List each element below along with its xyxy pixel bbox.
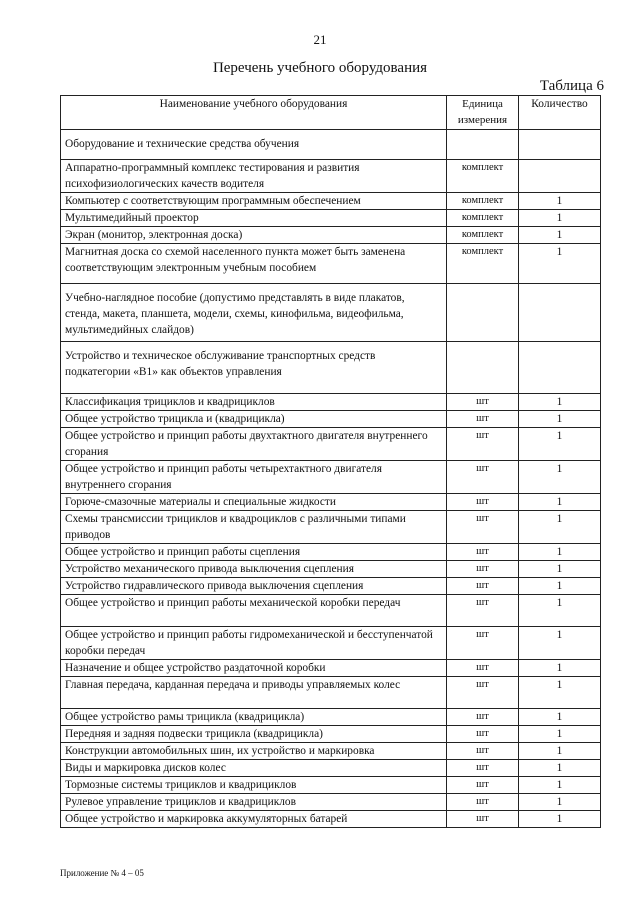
header-unit: Единица измерения bbox=[447, 96, 519, 130]
cell-name: Назначение и общее устройство раздаточной коробки bbox=[61, 660, 447, 677]
footer-note: Приложение № 4 – 05 bbox=[60, 868, 144, 878]
cell-qty: 1 bbox=[519, 726, 601, 743]
cell-qty bbox=[519, 130, 601, 160]
cell-qty: 1 bbox=[519, 428, 601, 461]
cell-qty: 1 bbox=[519, 709, 601, 726]
table-row bbox=[61, 227, 601, 244]
table-row bbox=[61, 595, 601, 627]
cell-name: Устройство гидравлического привода выключения сцепления bbox=[61, 578, 447, 595]
equipment-table bbox=[60, 95, 601, 828]
cell-unit: шт bbox=[447, 494, 519, 511]
cell-unit: комплект bbox=[447, 210, 519, 227]
cell-qty: 1 bbox=[519, 561, 601, 578]
section-row bbox=[61, 130, 601, 160]
cell-name: Общее устройство и маркировка аккумуляторных батарей bbox=[61, 811, 447, 828]
cell-qty: 1 bbox=[519, 811, 601, 828]
cell-qty: 1 bbox=[519, 244, 601, 284]
cell-unit: комплект bbox=[447, 193, 519, 210]
cell-name: Устройство механического привода выключения сцепления bbox=[61, 561, 447, 578]
cell-unit bbox=[447, 130, 519, 160]
cell-name: Устройство и техническое обслуживание транспортных средств подкатегории «В1» как объектов управления bbox=[61, 342, 447, 394]
cell-qty: 1 bbox=[519, 578, 601, 595]
table-row bbox=[61, 411, 601, 428]
table-row bbox=[61, 511, 601, 544]
cell-qty: 1 bbox=[519, 494, 601, 511]
cell-unit: шт bbox=[447, 411, 519, 428]
cell-name: Классификация трициклов и квадрициклов bbox=[61, 394, 447, 411]
section-row bbox=[61, 284, 601, 342]
cell-qty: 1 bbox=[519, 193, 601, 210]
header-name: Наименование учебного оборудования bbox=[61, 96, 447, 130]
cell-qty: 1 bbox=[519, 760, 601, 777]
cell-unit: шт bbox=[447, 561, 519, 578]
table-row bbox=[61, 210, 601, 227]
table-row bbox=[61, 811, 601, 828]
cell-qty: 1 bbox=[519, 394, 601, 411]
cell-name: Общее устройство и принцип работы гидромеханической и бесступенчатой коробки передач bbox=[61, 627, 447, 660]
table-row bbox=[61, 561, 601, 578]
cell-name: Оборудование и технические средства обучения bbox=[61, 130, 447, 160]
cell-unit: комплект bbox=[447, 160, 519, 193]
cell-name: Главная передача, карданная передача и приводы управляемых колес bbox=[61, 677, 447, 709]
table-row bbox=[61, 244, 601, 284]
cell-qty bbox=[519, 342, 601, 394]
cell-name: Аппаратно-программный комплекс тестирования и развития психофизиологических качеств водителя bbox=[61, 160, 447, 193]
table-row bbox=[61, 494, 601, 511]
cell-name: Общее устройство и принцип работы механической коробки передач bbox=[61, 595, 447, 627]
cell-unit: шт bbox=[447, 394, 519, 411]
table-row bbox=[61, 677, 601, 709]
table-caption: Таблица 6 bbox=[539, 78, 604, 94]
page-number: 21 bbox=[313, 32, 327, 47]
cell-unit: комплект bbox=[447, 227, 519, 244]
table-row bbox=[61, 461, 601, 494]
cell-unit bbox=[447, 284, 519, 342]
cell-qty: 1 bbox=[519, 794, 601, 811]
cell-qty: 1 bbox=[519, 777, 601, 794]
cell-name: Тормозные системы трициклов и квадрициклов bbox=[61, 777, 447, 794]
cell-qty bbox=[519, 160, 601, 193]
cell-name: Схемы трансмиссии трициклов и квадроциклов с различными типами приводов bbox=[61, 511, 447, 544]
cell-qty: 1 bbox=[519, 627, 601, 660]
cell-name: Общее устройство и принцип работы двухтактного двигателя внутреннего сгорания bbox=[61, 428, 447, 461]
cell-unit: шт bbox=[447, 461, 519, 494]
cell-unit: шт bbox=[447, 743, 519, 760]
cell-unit: шт bbox=[447, 677, 519, 709]
table-row bbox=[61, 544, 601, 561]
document-title: Перечень учебного оборудования bbox=[212, 60, 428, 76]
cell-unit: шт bbox=[447, 709, 519, 726]
cell-unit: шт bbox=[447, 726, 519, 743]
cell-name: Общее устройство трицикла и (квадрицикла) bbox=[61, 411, 447, 428]
table-body bbox=[61, 130, 601, 828]
table-row bbox=[61, 627, 601, 660]
table-row bbox=[61, 743, 601, 760]
table-row bbox=[61, 428, 601, 461]
cell-unit: комплект bbox=[447, 244, 519, 284]
header-qty: Количество bbox=[519, 96, 601, 130]
cell-unit: шт bbox=[447, 428, 519, 461]
table-row bbox=[61, 760, 601, 777]
cell-qty: 1 bbox=[519, 461, 601, 494]
cell-unit: шт bbox=[447, 760, 519, 777]
cell-unit: шт bbox=[447, 811, 519, 828]
cell-name: Конструкции автомобильных шин, их устройство и маркировка bbox=[61, 743, 447, 760]
cell-qty: 1 bbox=[519, 227, 601, 244]
cell-name: Компьютер с соответствующим программным обеспечением bbox=[61, 193, 447, 210]
cell-name: Мультимедийный проектор bbox=[61, 210, 447, 227]
table-row bbox=[61, 394, 601, 411]
cell-qty: 1 bbox=[519, 595, 601, 627]
cell-unit: шт bbox=[447, 627, 519, 660]
cell-qty bbox=[519, 284, 601, 342]
cell-name: Учебно-наглядное пособие (допустимо представлять в виде плакатов, стенда, макета, планшета, модели, схемы, кинофильма, видеофильма, мультимедийных слайдов) bbox=[61, 284, 447, 342]
table-row bbox=[61, 193, 601, 210]
table-row bbox=[61, 709, 601, 726]
cell-name: Магнитная доска со схемой населенного пункта может быть заменена соответствующим электронным учебным пособием bbox=[61, 244, 447, 284]
table-row bbox=[61, 578, 601, 595]
cell-name: Общее устройство и принцип работы четырехтактного двигателя внутреннего сгорания bbox=[61, 461, 447, 494]
table-row bbox=[61, 726, 601, 743]
table-row bbox=[61, 794, 601, 811]
cell-name: Передняя и задняя подвески трицикла (квадрицикла) bbox=[61, 726, 447, 743]
cell-unit bbox=[447, 342, 519, 394]
cell-name: Виды и маркировка дисков колес bbox=[61, 760, 447, 777]
cell-unit: шт bbox=[447, 511, 519, 544]
cell-unit: шт bbox=[447, 595, 519, 627]
table-row bbox=[61, 160, 601, 193]
cell-unit: шт bbox=[447, 544, 519, 561]
cell-unit: шт bbox=[447, 777, 519, 794]
cell-name: Горюче-смазочные материалы и специальные жидкости bbox=[61, 494, 447, 511]
cell-qty: 1 bbox=[519, 544, 601, 561]
table-row bbox=[61, 660, 601, 677]
cell-unit: шт bbox=[447, 794, 519, 811]
cell-qty: 1 bbox=[519, 660, 601, 677]
cell-name: Экран (монитор, электронная доска) bbox=[61, 227, 447, 244]
cell-name: Рулевое управление трициклов и квадрициклов bbox=[61, 794, 447, 811]
cell-qty: 1 bbox=[519, 743, 601, 760]
cell-name: Общее устройство и принцип работы сцепления bbox=[61, 544, 447, 561]
cell-name: Общее устройство рамы трицикла (квадрицикла) bbox=[61, 709, 447, 726]
cell-unit: шт bbox=[447, 660, 519, 677]
cell-qty: 1 bbox=[519, 411, 601, 428]
table-row bbox=[61, 777, 601, 794]
section-row bbox=[61, 342, 601, 394]
cell-qty: 1 bbox=[519, 511, 601, 544]
cell-qty: 1 bbox=[519, 677, 601, 709]
cell-qty: 1 bbox=[519, 210, 601, 227]
cell-unit: шт bbox=[447, 578, 519, 595]
